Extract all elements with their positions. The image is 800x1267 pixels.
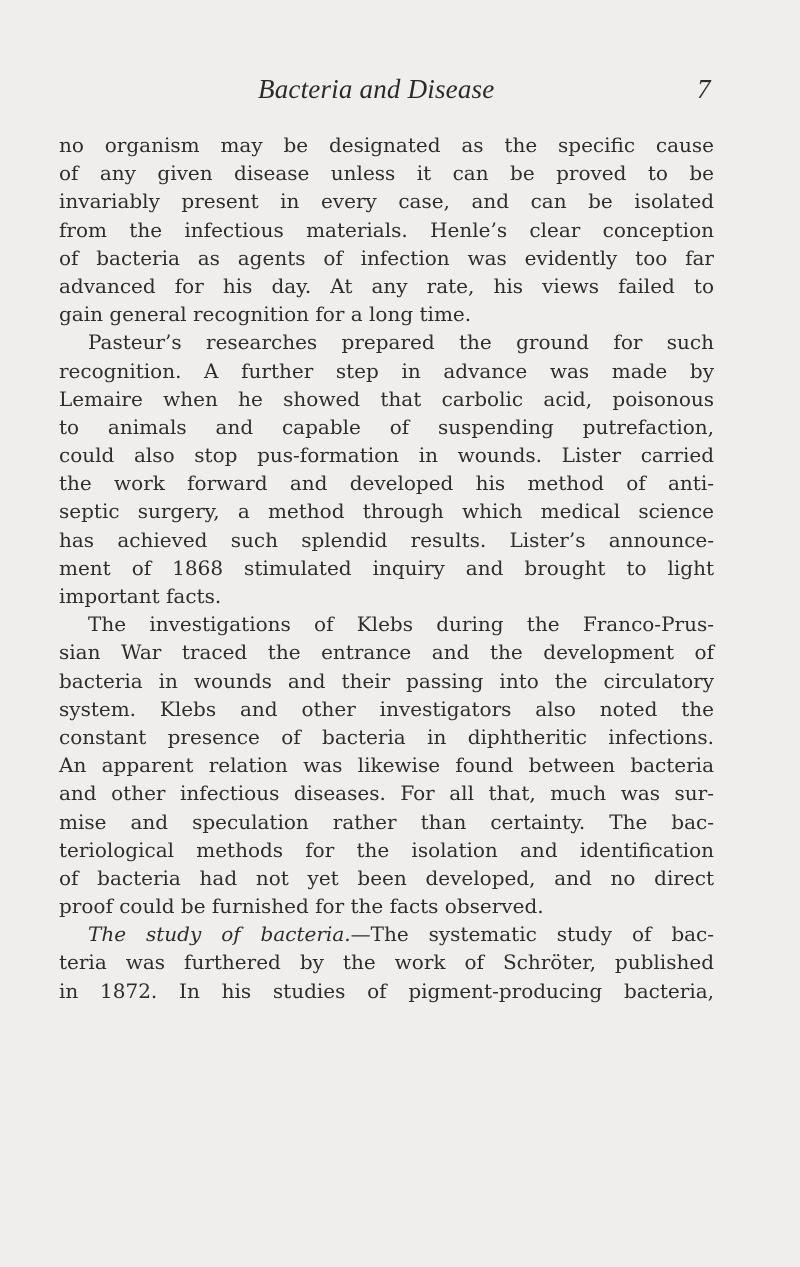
text-line: proof could be furnished for the facts observed. (59, 894, 544, 919)
body-text (59, 131, 714, 1005)
text-line: advanced for his day. At any rate, his views failed to (59, 273, 714, 298)
text-line: of any given disease unless it can be proved to be (59, 161, 714, 186)
text-line (59, 920, 714, 948)
section-heading: The study of bacteria. (88, 922, 351, 947)
text-line: in 1872. In his studies of pigment-producing bacteria, (59, 978, 714, 1003)
text-line: from the infectious materials. Henle’s clear conception (59, 217, 714, 242)
text-line: ment of 1868 stimulated inquiry and brought to light (59, 555, 714, 580)
text-line: bacteria in wounds and their passing into the circulatory (59, 668, 714, 693)
text-line: recognition. A further step in advance was made by (59, 358, 714, 383)
text-line: constant presence of bacteria in diphtheritic infections. (59, 724, 714, 749)
text-line: and other infectious diseases. For all that, much was sur- (59, 781, 714, 806)
running-title: Bacteria and Disease (258, 74, 495, 104)
text-line: teria was furthered by the work of Schröter, published (59, 950, 714, 975)
text-line: gain general recognition for a long time. (59, 302, 472, 327)
text-line: of bacteria as agents of infection was evidently too far (59, 245, 714, 270)
text-line: The investigations of Klebs during the Franco-Prus- (88, 612, 714, 637)
text-line: An apparent relation was likewise found between bacteria (59, 753, 714, 778)
text-line: of bacteria had not yet been developed, and no direct (59, 865, 714, 890)
text-line: no organism may be designated as the specific cause (59, 133, 714, 157)
running-head (0, 74, 800, 114)
text-line: invariably present in every case, and can be isolated (59, 189, 714, 214)
text-line: mise and speculation rather than certainty. The bac- (59, 809, 714, 834)
text-line: Lemaire when he showed that carbolic acid, poisonous (59, 386, 714, 411)
text-fragment: —The systematic study of bac- (350, 922, 714, 947)
text-line: sian War traced the entrance and the development of (59, 640, 714, 665)
page-number: 7 (697, 74, 711, 104)
text-line: the work forward and developed his method of anti- (59, 471, 714, 496)
text-line: teriological methods for the isolation and identification (59, 837, 714, 862)
text-line: Pasteur’s researches prepared the ground for such (88, 330, 714, 355)
text-line: has achieved such splendid results. Lister’s announce- (59, 527, 714, 552)
text-line: to animals and capable of suspending putrefaction, (59, 414, 714, 439)
text-line: system. Klebs and other investigators also noted the (59, 696, 714, 721)
text-line: important facts. (59, 584, 222, 608)
text-line: could also stop pus-formation in wounds. Lister carried (59, 443, 714, 468)
text-line: septic surgery, a method through which medical science (59, 499, 714, 524)
